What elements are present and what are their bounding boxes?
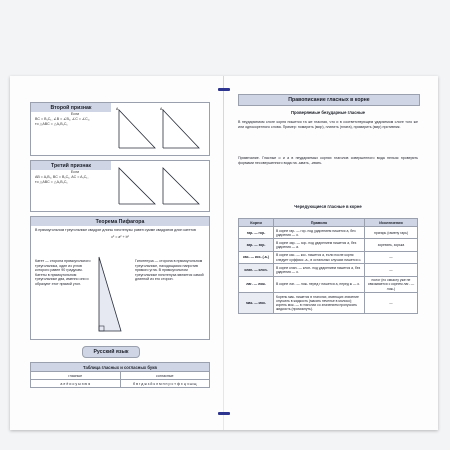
third-sign-condition (35, 170, 115, 185)
exception-cell: зоревать, зорька (365, 239, 418, 251)
left-page (30, 94, 208, 412)
table-row (239, 276, 418, 293)
table-row (239, 227, 418, 239)
root-cell: лаг- — лож- (239, 276, 274, 293)
root-cell: клан- — клон- (239, 264, 274, 276)
exception-cell: — (365, 264, 418, 276)
root-cell: кас- — кос- (-а-) (239, 251, 274, 263)
right-triangle-figure (95, 253, 125, 335)
table-header-row (239, 219, 418, 227)
table-row (239, 239, 418, 251)
condition-label: Если (70, 112, 80, 116)
exception-cell: — (365, 251, 418, 263)
condition-label: Если (70, 170, 80, 174)
condition-text: AB = A₁B₁, BC = B₁C₁, AC = A₁C₁, (35, 175, 89, 179)
svg-text:A₁: A₁ (160, 107, 164, 111)
pythagoras-statement: В прямоугольном треугольнике квадрат длины гипотенузы равен сумме квадратов длин катетов (35, 228, 196, 232)
conclusion-text: то △ABC = △A₁B₁C₁ (35, 122, 68, 126)
rule-cell: Корень мак- пишется в глаголах, имеющих значение опускать в жидкость (макать печенье в молоко); корень мок- — в глаголах со значением пропускать жидкость (промокнуть). (274, 293, 365, 314)
rule-cell: В корне кас- — кос- пишется а, если после корня следует суффикс -а-, в остальных случаях пишется о. (274, 251, 365, 263)
table-row (239, 293, 418, 314)
second-sign-box (30, 102, 210, 156)
pythagoras-box (30, 216, 210, 340)
pythagoras-title: Теорема Пифагора (31, 217, 209, 226)
rule-cell: В корне лаг- — лож- перед г пишется а, перед ж — о. (274, 276, 365, 293)
third-sign-title: Третий признак (31, 161, 111, 170)
roots-header: Корни (239, 219, 274, 227)
leg-definition: Катет — сторона прямоугольного треугольника, один из углов которого равен 90 градусам. Катеты в прямоугольном треугольнике два, именно они и образуют этот прямой угол. (35, 259, 91, 286)
consonants-list: б в г д ж з й к л м н п р с т ф х ц ч ш щ (120, 380, 210, 387)
table-row (239, 264, 418, 276)
root-cell: гар- — гор- (239, 227, 274, 239)
second-sign-title: Второй признак (31, 103, 111, 112)
triangle-pair-figure (115, 106, 205, 152)
conclusion-text: то △ABC = △A₁B₁C₁ (35, 180, 68, 184)
root-cell: зар- — зор- (239, 239, 274, 251)
pythagoras-formula: c² = a² + b² (111, 234, 129, 239)
vowels-header: гласные (68, 373, 83, 378)
consonants-header: согласные (120, 372, 210, 379)
alternating-vowels-table (238, 218, 418, 314)
rule-paragraph: В неударяемом слоге корня пишется та же гласная, что и в соответствующем ударяемом слоге того же или однокоренного слова. Пример: помирить (мир), платить (плата), примирить (мир) противник. (238, 120, 418, 129)
exception-cell: пригарь (гамену гарь) (365, 227, 418, 239)
letters-table (30, 362, 210, 388)
exceptions-header: Исключения (365, 219, 418, 227)
letters-table-row (31, 379, 209, 387)
hypotenuse-definition: Гипотенуза — сторона в прямоугольном треугольнике, находящаяся напротив прямого угла. В прямоугольном треугольнике гипотенуза является самой длинной из его сторон. (135, 259, 204, 282)
rule-cell: В корне клан- — клон- под ударением пишется а, без ударения — о. (274, 264, 365, 276)
notebook-spine (223, 76, 224, 430)
exception-cell: — (365, 293, 418, 314)
note-paragraph: Примечание. Гласные о и а в неударяемых корнях глаголов совершенного вида нельзя проверять формами несовершенного вида на -ывать, -ивать. (238, 156, 418, 165)
rule-cell: В корне гар- — гор- под ударением пишется а, без ударения — о. (274, 227, 365, 239)
alternating-vowels-subtitle: Чередующиеся гласные в корне (294, 204, 362, 209)
third-sign-box (30, 160, 210, 212)
condition-text: BC = B₁C₁, ∠B = ∠B₁, ∠C = ∠C₁, (35, 117, 90, 121)
vowel-spelling-heading: Правописание гласных в корне (238, 94, 420, 106)
svg-text:A: A (116, 107, 119, 111)
rule-header: Правило (274, 219, 365, 227)
triangle-pair-figure (115, 164, 205, 208)
notebook (10, 76, 438, 430)
letters-table-header-row (31, 371, 209, 379)
right-page (238, 94, 418, 412)
table-row (239, 251, 418, 263)
vowels-list: а е ё и о у ы э ю я (60, 381, 91, 386)
checked-vowels-subtitle: Проверяемые безударные гласные (290, 110, 365, 115)
letters-table-caption: Таблица гласных и согласных букв (31, 363, 209, 371)
second-sign-condition (35, 112, 115, 127)
exception-cell: полог (по смыслу уже не связывается с корнем лаг- — лож-) (365, 276, 418, 293)
binder-clip-bottom (218, 412, 230, 415)
binder-clip-top (218, 88, 230, 91)
rule-cell: В корне зар- — зор- под ударением пишется а, без ударения — а. (274, 239, 365, 251)
root-cell: мак- — мок- (239, 293, 274, 314)
russian-language-heading: Русский язык (82, 346, 140, 358)
